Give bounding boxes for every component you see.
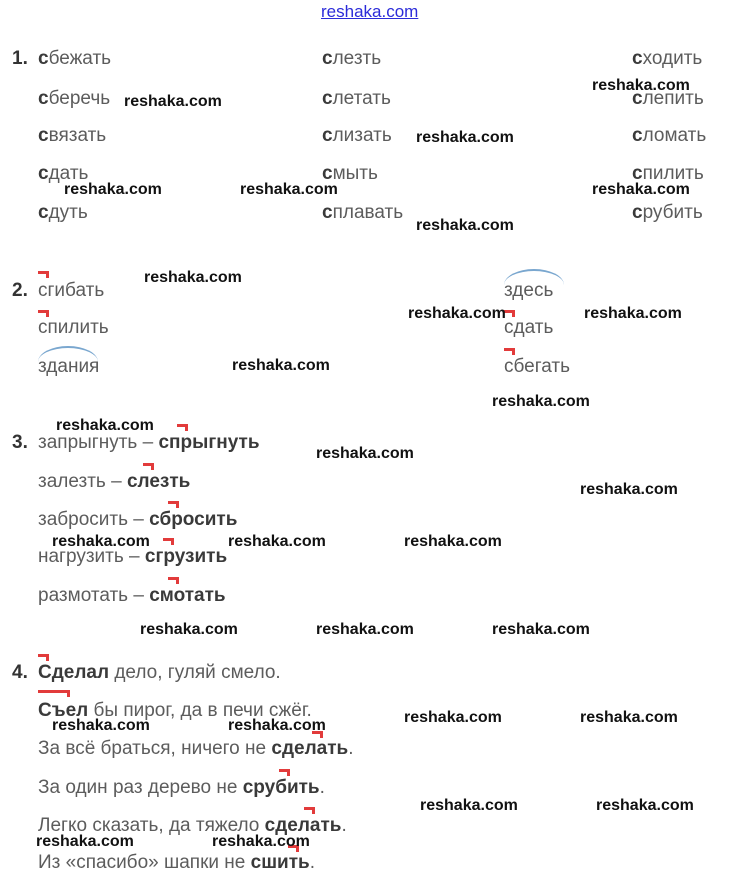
prefix-mark xyxy=(38,271,49,278)
ending-mark-edge xyxy=(67,690,70,697)
prefix-mark xyxy=(177,424,188,431)
prefix-mark xyxy=(143,463,154,470)
prefix-mark xyxy=(38,654,49,661)
watermark-text: reshaka.com xyxy=(580,709,678,726)
ex1-word: смыть xyxy=(322,163,378,184)
watermark-text: reshaka.com xyxy=(228,717,326,734)
ex2-word: сбегать xyxy=(504,356,570,377)
ex1-word: сходить xyxy=(632,48,703,69)
watermark-text: reshaka.com xyxy=(580,481,678,498)
ex1-word: сбежать xyxy=(38,48,112,69)
proverb-line: Из «спасибо» шапки не сшить. xyxy=(38,852,315,873)
ex1-word: спилить xyxy=(632,163,704,184)
watermark-text: reshaka.com xyxy=(584,305,682,322)
watermark-text: reshaka.com xyxy=(52,717,150,734)
watermark-text: reshaka.com xyxy=(212,833,310,850)
proverb-line: Легко сказать, да тяжело сделать. xyxy=(38,815,347,836)
watermark-text: reshaka.com xyxy=(240,181,338,198)
prefix-mark xyxy=(163,538,174,545)
ex2-word: сгибать xyxy=(38,280,105,301)
ex2-word: здесь xyxy=(504,280,554,301)
watermark-text: reshaka.com xyxy=(144,269,242,286)
ex3-row: забросить – сбросить xyxy=(38,509,238,530)
ex1-word: слепить xyxy=(632,88,704,109)
prefix-mark xyxy=(304,807,315,814)
exercise-1-number: 1. xyxy=(12,48,28,69)
watermark-text: reshaka.com xyxy=(596,797,694,814)
watermark-text: reshaka.com xyxy=(316,621,414,638)
prefix-mark xyxy=(38,310,49,317)
watermark-text: reshaka.com xyxy=(316,445,414,462)
ending-mark xyxy=(38,690,70,693)
site-header-link[interactable]: reshaka.com xyxy=(321,2,419,21)
ex3-row: размотать – смотать xyxy=(38,585,226,606)
proverb-line: За всё браться, ничего не сделать. xyxy=(38,738,354,759)
ex1-word: сберечь xyxy=(38,88,111,109)
ex3-row: запрыгнуть – спрыгнуть xyxy=(38,432,260,453)
ex1-word: сплавать xyxy=(322,202,404,223)
watermark-text: reshaka.com xyxy=(36,833,134,850)
ex2-word: сдать xyxy=(504,317,554,338)
ex1-word: сломать xyxy=(632,125,707,146)
prefix-mark xyxy=(168,577,179,584)
watermark-text: reshaka.com xyxy=(416,129,514,146)
watermark-text: reshaka.com xyxy=(404,533,502,550)
ex1-word: связать xyxy=(38,125,107,146)
prefix-mark xyxy=(279,769,290,776)
watermark-text: reshaka.com xyxy=(232,357,330,374)
ex1-word: срубить xyxy=(632,202,703,223)
ex1-word: сдать xyxy=(38,163,89,184)
watermark-text: reshaka.com xyxy=(492,393,590,410)
watermark-text: reshaka.com xyxy=(56,417,154,434)
watermark-text: reshaka.com xyxy=(420,797,518,814)
proverb-line: За один раз дерево не срубить. xyxy=(38,777,325,798)
exercise-4-number: 4. xyxy=(12,662,28,683)
watermark-text: reshaka.com xyxy=(124,93,222,110)
watermark-text: reshaka.com xyxy=(408,305,506,322)
proverb-line: Сделал дело, гуляй смело. xyxy=(38,662,281,683)
ex3-row: нагрузить – сгрузить xyxy=(38,546,228,567)
watermark-text: reshaka.com xyxy=(52,533,150,550)
ex1-word: слизать xyxy=(322,125,392,146)
ex2-word: здания xyxy=(38,356,100,377)
prefix-mark xyxy=(504,348,515,355)
ex2-word: спилить xyxy=(38,317,109,338)
watermark-text: reshaka.com xyxy=(592,181,690,198)
watermark-text: reshaka.com xyxy=(64,181,162,198)
exercise-2-number: 2. xyxy=(12,280,28,301)
ex1-word: сдуть xyxy=(38,202,88,223)
prefix-mark xyxy=(168,501,179,508)
proverb-line: Съел бы пирог, да в печи сжёг. xyxy=(38,700,312,721)
watermark-text: reshaka.com xyxy=(592,77,690,94)
ex1-word: слетать xyxy=(322,88,391,109)
watermark-text: reshaka.com xyxy=(404,709,502,726)
ex1-word: слезть xyxy=(322,48,382,69)
watermark-text: reshaka.com xyxy=(416,217,514,234)
watermark-text: reshaka.com xyxy=(492,621,590,638)
exercise-3-number: 3. xyxy=(12,432,28,453)
ex3-row: залезть – слезть xyxy=(38,471,191,492)
watermark-text: reshaka.com xyxy=(140,621,238,638)
watermark-text: reshaka.com xyxy=(228,533,326,550)
